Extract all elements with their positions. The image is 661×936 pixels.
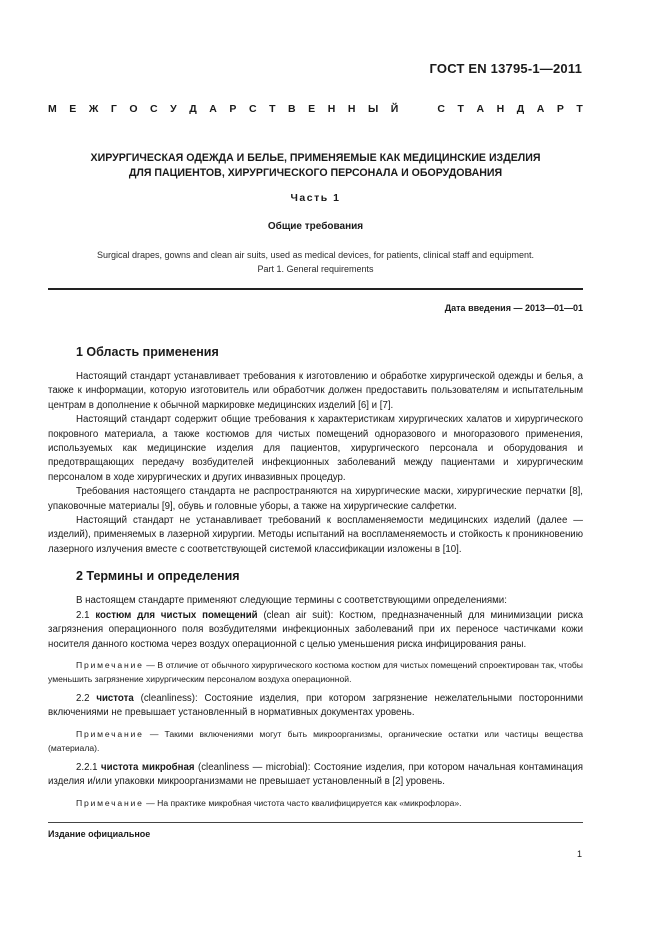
page-number: 1 xyxy=(576,849,582,859)
interstate-standard-banner xyxy=(48,103,583,115)
document-body xyxy=(48,344,583,816)
banner-letter: Д xyxy=(516,103,525,115)
document-title xyxy=(48,151,583,181)
term-2-2-1 xyxy=(48,761,583,790)
term-2-2-1-name: чистота микробная xyxy=(101,761,195,773)
term-2-1-definition: (clean air suit): Костюм, предназначенный для минимизации риска загрязнения операционного поля возбудителями инфекционных заболеваний при их переносе частичками кожи носителя данного костюма через воздух операционной с целью уменьшения риска инфицирования раны. xyxy=(48,609,583,650)
title-line-2: ДЛЯ ПАЦИЕНТОВ, ХИРУРГИЧЕСКОГО ПЕРСОНАЛА И ОБОРУДОВАНИЯ xyxy=(128,167,503,179)
banner-letter: С xyxy=(437,103,445,115)
banner-letter: Е xyxy=(69,103,77,115)
banner-letter: Н xyxy=(496,103,505,115)
banner-letter: С xyxy=(150,103,158,115)
english-title xyxy=(48,248,583,276)
note-2-text: — Такими включениями могут быть микроорганизмы, органические остатки или частицы вещества (материала). xyxy=(48,728,583,753)
section-1-paragraph-2: Настоящий стандарт содержит общие требования к характеристикам хирургических халатов и хирургического покровного материала, а также костюмов для чистых помещений одноразового и многоразового применения, используемых как медицинские изделия для пациентов, хирургического персонала и оборудования и предотвращающих передачу возбудителей инфекционных заболеваний между пациентами и хирургическим персоналом в ходе хирургических и других инвазивных процедур. xyxy=(48,414,583,483)
banner-letter: Т xyxy=(269,103,276,115)
english-title-line-2: Part 1. General requirements xyxy=(257,264,374,274)
banner-letter: Ы xyxy=(367,103,379,115)
section-gap xyxy=(48,557,583,568)
note-1-label: Примечание xyxy=(76,659,144,670)
banner-letter: Д xyxy=(189,103,197,115)
banner-letter: О xyxy=(129,103,138,115)
title-line-1: ХИРУРГИЧЕСКАЯ ОДЕЖДА И БЕЛЬЕ, ПРИМЕНЯЕМЫЕ КАК МЕДИЦИНСКИЕ ИЗДЕЛИЯ xyxy=(90,152,541,164)
banner-letter: А xyxy=(536,103,545,115)
banner-letter: Т xyxy=(457,103,464,115)
term-2-1-number: 2.1 xyxy=(76,609,96,621)
section-1-paragraph-1: Настоящий стандарт устанавливает требования к изготовлению и обработке хирургической одежды и белья, а также к информации, которую изготовитель или обработчик должен предоставить пользователям и испытательным центрам в дополнение к обычной маркировке медицинских изделий [6] и [7]. xyxy=(48,371,583,411)
note-1 xyxy=(48,658,583,686)
term-2-2-1-definition: (cleanliness — microbial): Состояние изделия, при котором начальная контаминация изделия и/или упаковки микроорганизмами не превышает установленный в [2] уровень. xyxy=(48,761,583,788)
banner-letter: Н xyxy=(327,103,336,115)
banner-letter: В xyxy=(288,103,296,115)
banner-word-gap xyxy=(411,103,425,115)
note-1-text: — В отличие от обычного хирургического костюма костюм для чистых помещений спроектирован так, чтобы уменьшить загрязнение хирургическим персоналом воздуха операционной. xyxy=(48,659,583,684)
footer-divider xyxy=(48,822,583,823)
term-2-2-name: чистота xyxy=(96,692,134,704)
banner-letter: Ж xyxy=(88,103,99,115)
introduction-date: Дата введения — 2013—01—01 xyxy=(444,303,583,313)
term-2-1-name: костюм для чистых помещений xyxy=(95,609,258,621)
term-2-2-number: 2.2 xyxy=(76,692,97,704)
part-label: Часть 1 xyxy=(290,192,341,204)
note-3-label: Примечание xyxy=(76,797,144,808)
banner-letter: Е xyxy=(308,103,316,115)
note-2 xyxy=(48,727,583,755)
banner-letter: Й xyxy=(390,103,399,115)
banner-letter: Р xyxy=(556,103,564,115)
term-2-2-1-number: 2.2.1 xyxy=(76,761,101,773)
official-edition-label: Издание официальное xyxy=(48,829,151,839)
banner-letter: С xyxy=(248,103,257,115)
section-2-heading: 2 Термины и определения xyxy=(76,569,240,584)
part-subtitle: Общие требования xyxy=(267,221,364,232)
note-3-text: — На практике микробная чистота часто квалифицируется как «микрофлора». xyxy=(143,797,462,808)
banner-letter: М xyxy=(48,103,57,115)
banner-letter: У xyxy=(170,103,177,115)
banner-letter: А xyxy=(209,103,217,115)
section-1-paragraph-3: Требования настоящего стандарта не распространяются на хирургические маски, хирургические перчатки [8], упаковочные материалы [9], обувь и головные уборы, а также на хирургические салфетки. xyxy=(48,486,583,512)
note-3 xyxy=(48,796,583,810)
banner-letter: Т xyxy=(576,103,583,115)
banner-letter: А xyxy=(476,103,485,115)
section-2-intro: В настоящем стандарте применяют следующие термины с соответствующими определениями: xyxy=(76,595,507,607)
term-2-2-definition: (cleanliness): Состояние изделия, при котором загрязнение нежелательными посторонними включениями не превышает установленный в нормативных документах уровень. xyxy=(48,692,583,719)
banner-letter: Р xyxy=(229,103,237,115)
banner-letter: Н xyxy=(347,103,356,115)
term-2-1 xyxy=(48,609,583,652)
standard-number: ГОСТ EN 13795-1—2011 xyxy=(429,61,582,76)
note-2-label: Примечание xyxy=(76,728,144,739)
english-title-line-1: Surgical drapes, gowns and clean air suits, used as medical devices, for patients, clinical staff and equipment. xyxy=(96,250,535,260)
header-divider xyxy=(48,288,583,290)
banner-letter: Г xyxy=(110,103,117,115)
term-2-2 xyxy=(48,692,583,721)
section-1-heading: 1 Область применения xyxy=(76,345,219,359)
section-1-paragraph-4: Настоящий стандарт не устанавливает требований к воспламеняемости медицинских изделий (далее — изделий), применяемых в лазерной хирургии. Методы испытаний на воспламеняемость и стойкость к проникновению лазерного излучения вместе с соответствующей системой классификации изложены в [10]. xyxy=(48,515,583,555)
